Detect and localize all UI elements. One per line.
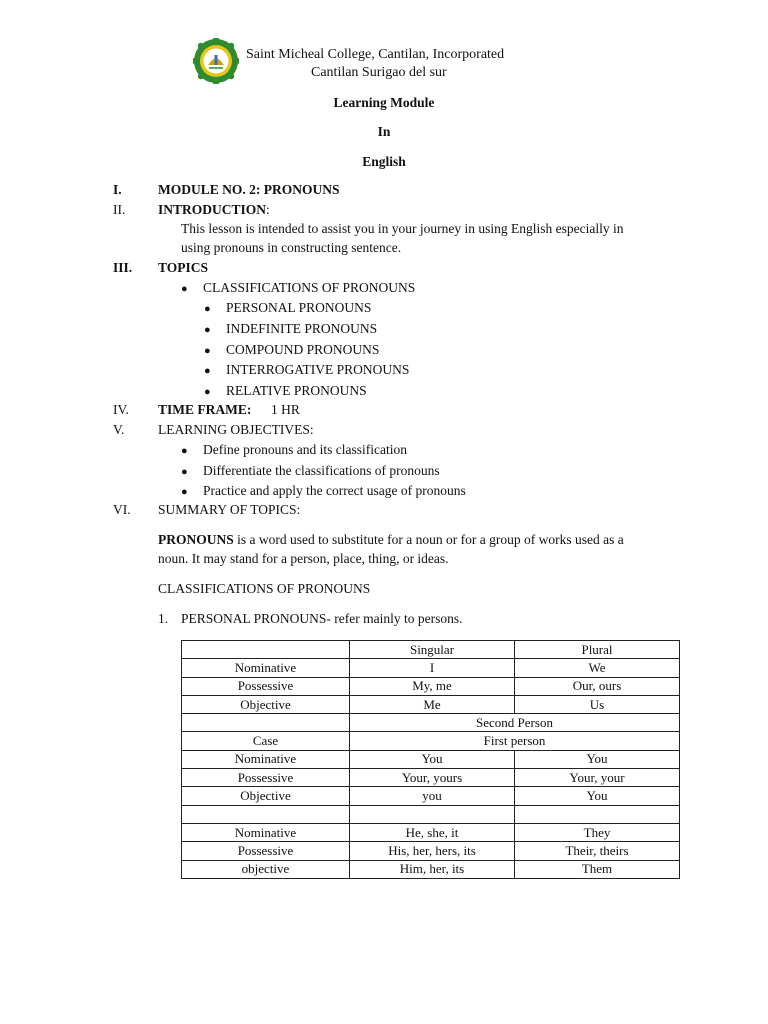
summary-term: PRONOUNS bbox=[158, 532, 234, 547]
section-title-topics: TOPICS bbox=[158, 260, 209, 275]
bullet-icon: ● bbox=[204, 303, 211, 315]
bullet-icon: ● bbox=[204, 345, 211, 357]
table-cell: Our, ours bbox=[515, 677, 680, 695]
bullet-icon: ● bbox=[181, 486, 188, 498]
table-cell: You bbox=[515, 750, 680, 768]
table-cell: My, me bbox=[350, 677, 515, 695]
objective-item: Practice and apply the correct usage of pronouns bbox=[203, 483, 466, 498]
module-title-in: In bbox=[377, 124, 391, 139]
topic-sub-item: COMPOUND PRONOUNS bbox=[226, 342, 380, 357]
table-cell: Objective bbox=[182, 695, 350, 713]
topic-sub-item: INTERROGATIVE PRONOUNS bbox=[226, 362, 410, 377]
table-cell bbox=[515, 805, 680, 823]
table-cell-merged: Second Person bbox=[350, 714, 680, 732]
table-cell: Possessive bbox=[182, 677, 350, 695]
topic-sub-item: INDEFINITE PRONOUNS bbox=[226, 321, 378, 336]
table-cell: We bbox=[515, 659, 680, 677]
table-row bbox=[182, 787, 680, 805]
table-cell: Us bbox=[515, 695, 680, 713]
table-cell: Your, your bbox=[515, 769, 680, 787]
table-cell: objective bbox=[182, 860, 350, 878]
table-cell: His, her, hers, its bbox=[350, 842, 515, 860]
table-cell bbox=[350, 805, 515, 823]
bullet-icon: ● bbox=[204, 386, 211, 398]
section-title-objectives: LEARNING OBJECTIVES: bbox=[158, 422, 314, 437]
time-frame-value: 1 HR bbox=[271, 402, 300, 417]
module-subject: English bbox=[362, 154, 406, 169]
introduction-text-line-1: This lesson is intended to assist you in your journey in using English especially in bbox=[181, 221, 624, 236]
table-header-plural: Plural bbox=[515, 641, 680, 659]
objective-item: Define pronouns and its classification bbox=[203, 442, 407, 457]
introduction-text-line-2: using pronouns in constructing sentence. bbox=[181, 240, 402, 255]
table-cell bbox=[182, 641, 350, 659]
table-cell: He, she, it bbox=[350, 823, 515, 841]
table-cell: Your, yours bbox=[350, 769, 515, 787]
table-cell: Me bbox=[350, 695, 515, 713]
table-cell: Possessive bbox=[182, 842, 350, 860]
table-cell: Him, her, its bbox=[350, 860, 515, 878]
table-cell bbox=[182, 805, 350, 823]
table-row bbox=[182, 732, 680, 750]
summary-definition-line-2: noun. It may stand for a person, place, thing, or ideas. bbox=[158, 551, 449, 566]
college-address: Cantilan Surigao del sur bbox=[311, 65, 447, 80]
table-cell: Nominative bbox=[182, 823, 350, 841]
table-cell bbox=[182, 714, 350, 732]
table-cell: I bbox=[350, 659, 515, 677]
section-number-2: II. bbox=[113, 202, 126, 217]
table-row bbox=[182, 805, 680, 823]
table-row bbox=[182, 677, 680, 695]
introduction-colon: : bbox=[266, 202, 270, 217]
section-number-4: IV. bbox=[113, 402, 129, 417]
section-number-3: III. bbox=[113, 260, 133, 275]
section-number-5: V. bbox=[113, 422, 125, 437]
section-title-time-frame: TIME FRAME: bbox=[158, 402, 252, 417]
table-cell: Their, theirs bbox=[515, 842, 680, 860]
table-row bbox=[182, 714, 680, 732]
personal-pronouns-table bbox=[181, 640, 680, 879]
table-header-singular: Singular bbox=[350, 641, 515, 659]
bullet-icon: ● bbox=[204, 324, 211, 336]
table-cell: You bbox=[350, 750, 515, 768]
table-cell: Them bbox=[515, 860, 680, 878]
objective-item: Differentiate the classifications of pronouns bbox=[203, 463, 440, 478]
section-number-1: I. bbox=[113, 182, 122, 197]
table-row bbox=[182, 860, 680, 878]
table-row bbox=[182, 823, 680, 841]
bullet-icon: ● bbox=[181, 283, 188, 295]
bullet-icon: ● bbox=[204, 365, 211, 377]
section-title-introduction bbox=[158, 202, 270, 218]
table-cell: Case bbox=[182, 732, 350, 750]
topic-sub-item: RELATIVE PRONOUNS bbox=[226, 383, 367, 398]
table-row bbox=[182, 641, 680, 659]
table-cell: Nominative bbox=[182, 659, 350, 677]
classifications-heading: CLASSIFICATIONS OF PRONOUNS bbox=[158, 581, 371, 596]
table-cell: Objective bbox=[182, 787, 350, 805]
personal-pronouns-description: PERSONAL PRONOUNS- refer mainly to persons. bbox=[181, 611, 463, 626]
table-row bbox=[182, 769, 680, 787]
section-number-6: VI. bbox=[113, 502, 131, 517]
bullet-icon: ● bbox=[181, 466, 188, 478]
section-title-summary: SUMMARY OF TOPICS: bbox=[158, 502, 301, 517]
summary-definition-text: is a word used to substitute for a noun or for a group of works used as a bbox=[237, 532, 624, 547]
topic-main: CLASSIFICATIONS OF PRONOUNS bbox=[203, 280, 416, 295]
section-title-module: MODULE NO. 2: PRONOUNS bbox=[158, 182, 340, 197]
table-cell-merged: First person bbox=[350, 732, 680, 750]
table-cell: Possessive bbox=[182, 769, 350, 787]
table-cell: They bbox=[515, 823, 680, 841]
table-row bbox=[182, 659, 680, 677]
topic-sub-item: PERSONAL PRONOUNS bbox=[226, 300, 372, 315]
table-cell: You bbox=[515, 787, 680, 805]
table-cell: you bbox=[350, 787, 515, 805]
table-row bbox=[182, 695, 680, 713]
introduction-label: INTRODUCTION bbox=[158, 202, 267, 217]
summary-definition-line-1 bbox=[158, 532, 624, 548]
college-seal-logo bbox=[193, 38, 239, 84]
item-number-1: 1. bbox=[158, 611, 169, 626]
table-cell: Nominative bbox=[182, 750, 350, 768]
bullet-icon: ● bbox=[181, 445, 188, 457]
college-name: Saint Micheal College, Cantilan, Incorporated bbox=[246, 47, 505, 62]
module-title: Learning Module bbox=[333, 95, 435, 110]
table-row bbox=[182, 750, 680, 768]
table-row bbox=[182, 842, 680, 860]
